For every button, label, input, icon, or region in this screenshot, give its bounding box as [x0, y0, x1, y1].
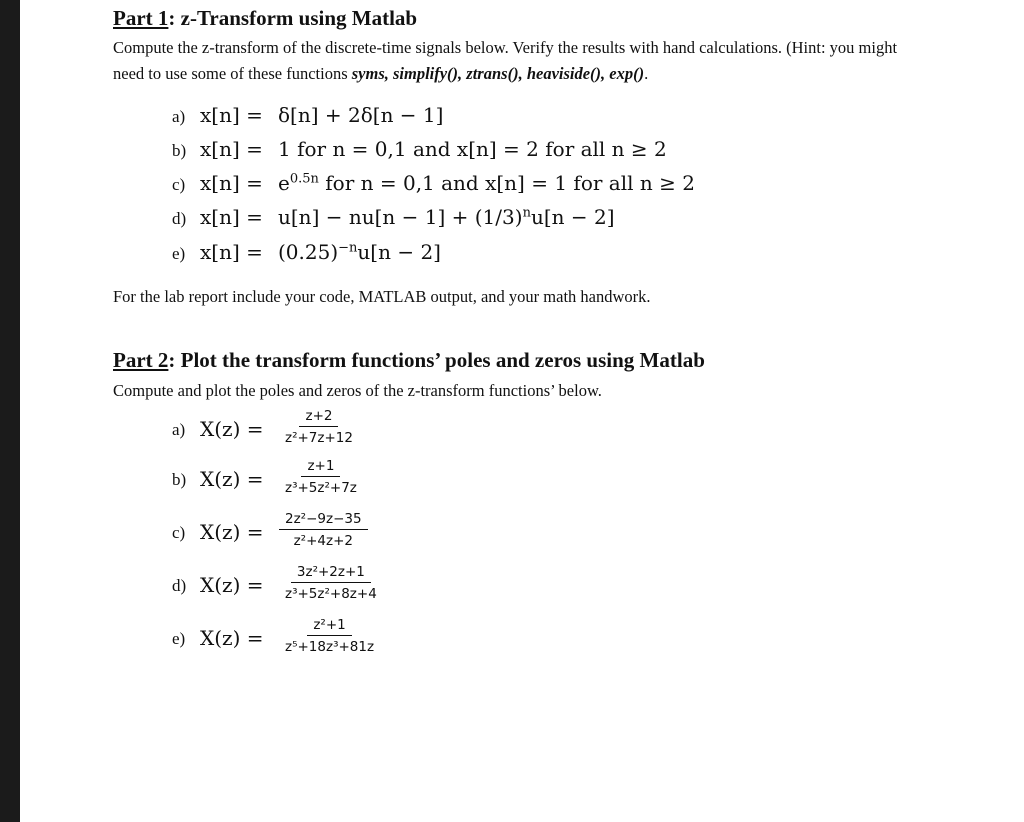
part1-heading	[113, 6, 417, 31]
part2-title: : Plot the transform functions’ poles and zeros using Matlab	[168, 348, 705, 372]
item-rhs-base: u[n] − nu[n − 1] + (1/3)	[278, 205, 523, 229]
fraction	[279, 564, 383, 602]
item-lhs: x[n] =	[200, 240, 263, 264]
part1-item-d	[172, 205, 615, 229]
part1-label: Part 1	[113, 6, 169, 30]
denominator: z³+5z²+7z	[285, 480, 357, 496]
part2-label: Part 2	[113, 348, 169, 372]
item-rhs-exponent: 0.5n	[289, 171, 319, 187]
part2-intro: Compute and plot the poles and zeros of the z-transform functions’ below.	[113, 381, 602, 400]
fraction	[279, 617, 380, 655]
part1-item-b	[172, 137, 667, 161]
item-rhs-rest: u[n − 2]	[357, 240, 441, 264]
part1-title: : z-Transform using Matlab	[168, 6, 418, 30]
document-page	[20, 0, 1024, 822]
numerator: z+1	[301, 458, 340, 477]
part1-intro-end: .	[644, 64, 649, 83]
part1-report-note: For the lab report include your code, MATLAB output, and your math handwork.	[113, 287, 651, 306]
fraction	[279, 408, 359, 446]
item-lhs: x[n] =	[200, 103, 263, 127]
part1-intro	[113, 35, 928, 87]
numerator: 2z²−9z−35	[279, 511, 368, 530]
item-letter: d)	[172, 576, 187, 595]
part1-item-e	[172, 240, 441, 264]
item-rhs-exponent: n	[522, 205, 531, 221]
item-lhs: x[n] =	[200, 205, 263, 229]
item-lhs: X(z) =	[200, 573, 264, 597]
numerator: 3z²+2z+1	[291, 564, 371, 583]
part1-item-c	[172, 171, 695, 195]
item-letter: b)	[172, 470, 187, 489]
denominator: z³+5z²+8z+4	[285, 586, 377, 602]
item-letter: c)	[172, 523, 186, 542]
denominator: z²+4z+2	[293, 533, 353, 549]
item-lhs: x[n] =	[200, 137, 263, 161]
numerator: z+2	[299, 408, 338, 427]
item-letter: c)	[172, 175, 186, 194]
item-lhs: X(z) =	[200, 467, 264, 491]
part2-heading	[113, 348, 705, 373]
item-letter: a)	[172, 420, 186, 439]
fraction	[279, 458, 363, 496]
denominator: z⁵+18z³+81z	[285, 639, 375, 655]
item-letter: e)	[172, 629, 186, 648]
item-rhs-rest: u[n − 2]	[530, 205, 615, 229]
item-letter: e)	[172, 244, 186, 263]
item-rhs-base: e	[278, 171, 290, 195]
item-lhs: X(z) =	[200, 417, 264, 441]
denominator: z²+7z+12	[285, 430, 353, 446]
fraction	[279, 511, 368, 549]
item-letter: a)	[172, 107, 186, 126]
item-lhs: X(z) =	[200, 520, 264, 544]
part1-intro-text: Compute the z-transform of the discrete-time signals below. Verify the results with hand calculations. (Hint: you might need to use some of these functions	[113, 38, 898, 83]
item-lhs: X(z) =	[200, 626, 264, 650]
part1-hint-functions: syms, simplify(), ztrans(), heaviside(), exp()	[351, 64, 645, 83]
numerator: z²+1	[307, 617, 351, 636]
part1-item-a	[172, 103, 443, 127]
item-rhs-exponent: −n	[338, 240, 358, 256]
item-rhs-base: (0.25)	[278, 240, 339, 264]
item-lhs: x[n] =	[200, 171, 263, 195]
item-letter: d)	[172, 209, 187, 228]
item-letter: b)	[172, 141, 187, 160]
item-rhs-rest: for n = 0,1 and x[n] = 1 for all n ≥ 2	[318, 171, 695, 195]
item-rhs: δ[n] + 2δ[n − 1]	[278, 103, 444, 127]
item-rhs: 1 for n = 0,1 and x[n] = 2 for all n ≥ 2	[278, 137, 667, 161]
